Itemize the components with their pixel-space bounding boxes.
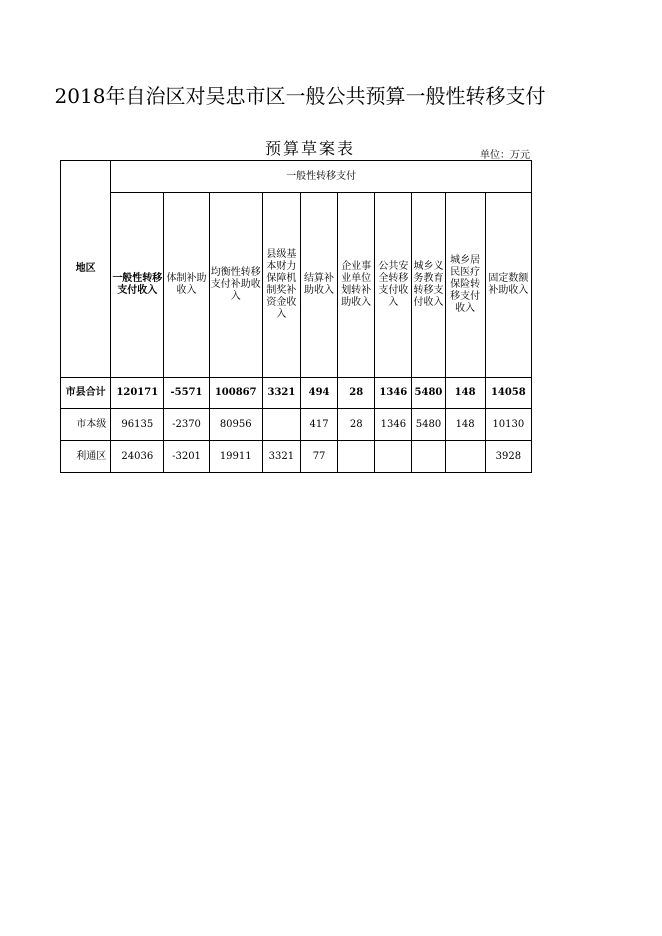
- unit-label: 单位：万元: [480, 150, 530, 161]
- table-cell: 77: [300, 441, 337, 473]
- budget-table: [60, 160, 532, 473]
- column-header: 均衡性转移支付补助收入: [209, 193, 262, 378]
- table-cell: 100867: [209, 378, 262, 409]
- column-header: 城乡居民医疗保险转移支付收入: [445, 193, 485, 378]
- table-cell: 120171: [111, 378, 164, 409]
- group-header: 一般性转移支付: [111, 161, 532, 193]
- table-row: [61, 409, 532, 441]
- table-cell: [445, 441, 485, 473]
- table-cell: 96135: [111, 409, 164, 441]
- page-subtitle: 预算草案表: [264, 139, 355, 158]
- table-cell: 1346: [375, 409, 412, 441]
- table-cell: -2370: [164, 409, 209, 441]
- table-cell: -3201: [164, 441, 209, 473]
- table-cell: 1346: [375, 378, 412, 409]
- table-row: [61, 441, 532, 473]
- subtitle-container: [200, 131, 420, 161]
- column-header: 公共安全转移支付收入: [375, 193, 412, 378]
- column-header: 结算补助收入: [300, 193, 337, 378]
- table-cell: 24036: [111, 441, 164, 473]
- table-cell: 19911: [209, 441, 262, 473]
- column-header: 固定数额补助收入: [485, 193, 531, 378]
- row-region: 市县合计: [61, 378, 111, 409]
- table-row-total: [61, 378, 532, 409]
- table-cell: 28: [338, 409, 375, 441]
- table-cell: 3928: [485, 441, 531, 473]
- row-region: 利通区: [61, 441, 111, 473]
- column-header: 城乡义务教育转移支付收入: [412, 193, 445, 378]
- region-header: 地区: [61, 161, 111, 378]
- table-cell: 3321: [262, 378, 300, 409]
- table-cell: 5480: [412, 378, 445, 409]
- table-cell: 5480: [412, 409, 445, 441]
- table-cell: 28: [338, 378, 375, 409]
- table-cell: 148: [445, 378, 485, 409]
- table-cell: 3321: [262, 441, 300, 473]
- row-region: 市本级: [61, 409, 111, 441]
- table-cell: [262, 409, 300, 441]
- column-header: 企业事业单位划转补助收入: [338, 193, 375, 378]
- table-cell: 417: [300, 409, 337, 441]
- column-header: 县级基本财力保障机制奖补资金收入: [262, 193, 300, 378]
- header-row-group: [61, 161, 532, 193]
- header-row-columns: [61, 193, 532, 378]
- table-cell: [375, 441, 412, 473]
- table-cell: 80956: [209, 409, 262, 441]
- table-cell: -5571: [164, 378, 209, 409]
- table-cell: 494: [300, 378, 337, 409]
- column-header: 体制补助收入: [164, 193, 209, 378]
- table-cell: 14058: [485, 378, 531, 409]
- table-cell: 10130: [485, 409, 531, 441]
- table-cell: 148: [445, 409, 485, 441]
- table-cell: [412, 441, 445, 473]
- table-cell: [338, 441, 375, 473]
- column-header: 一般性转移支付收入: [111, 193, 164, 378]
- page-title: 2018年自治区对吴忠市区一般公共预算一般性转移支付: [54, 84, 546, 108]
